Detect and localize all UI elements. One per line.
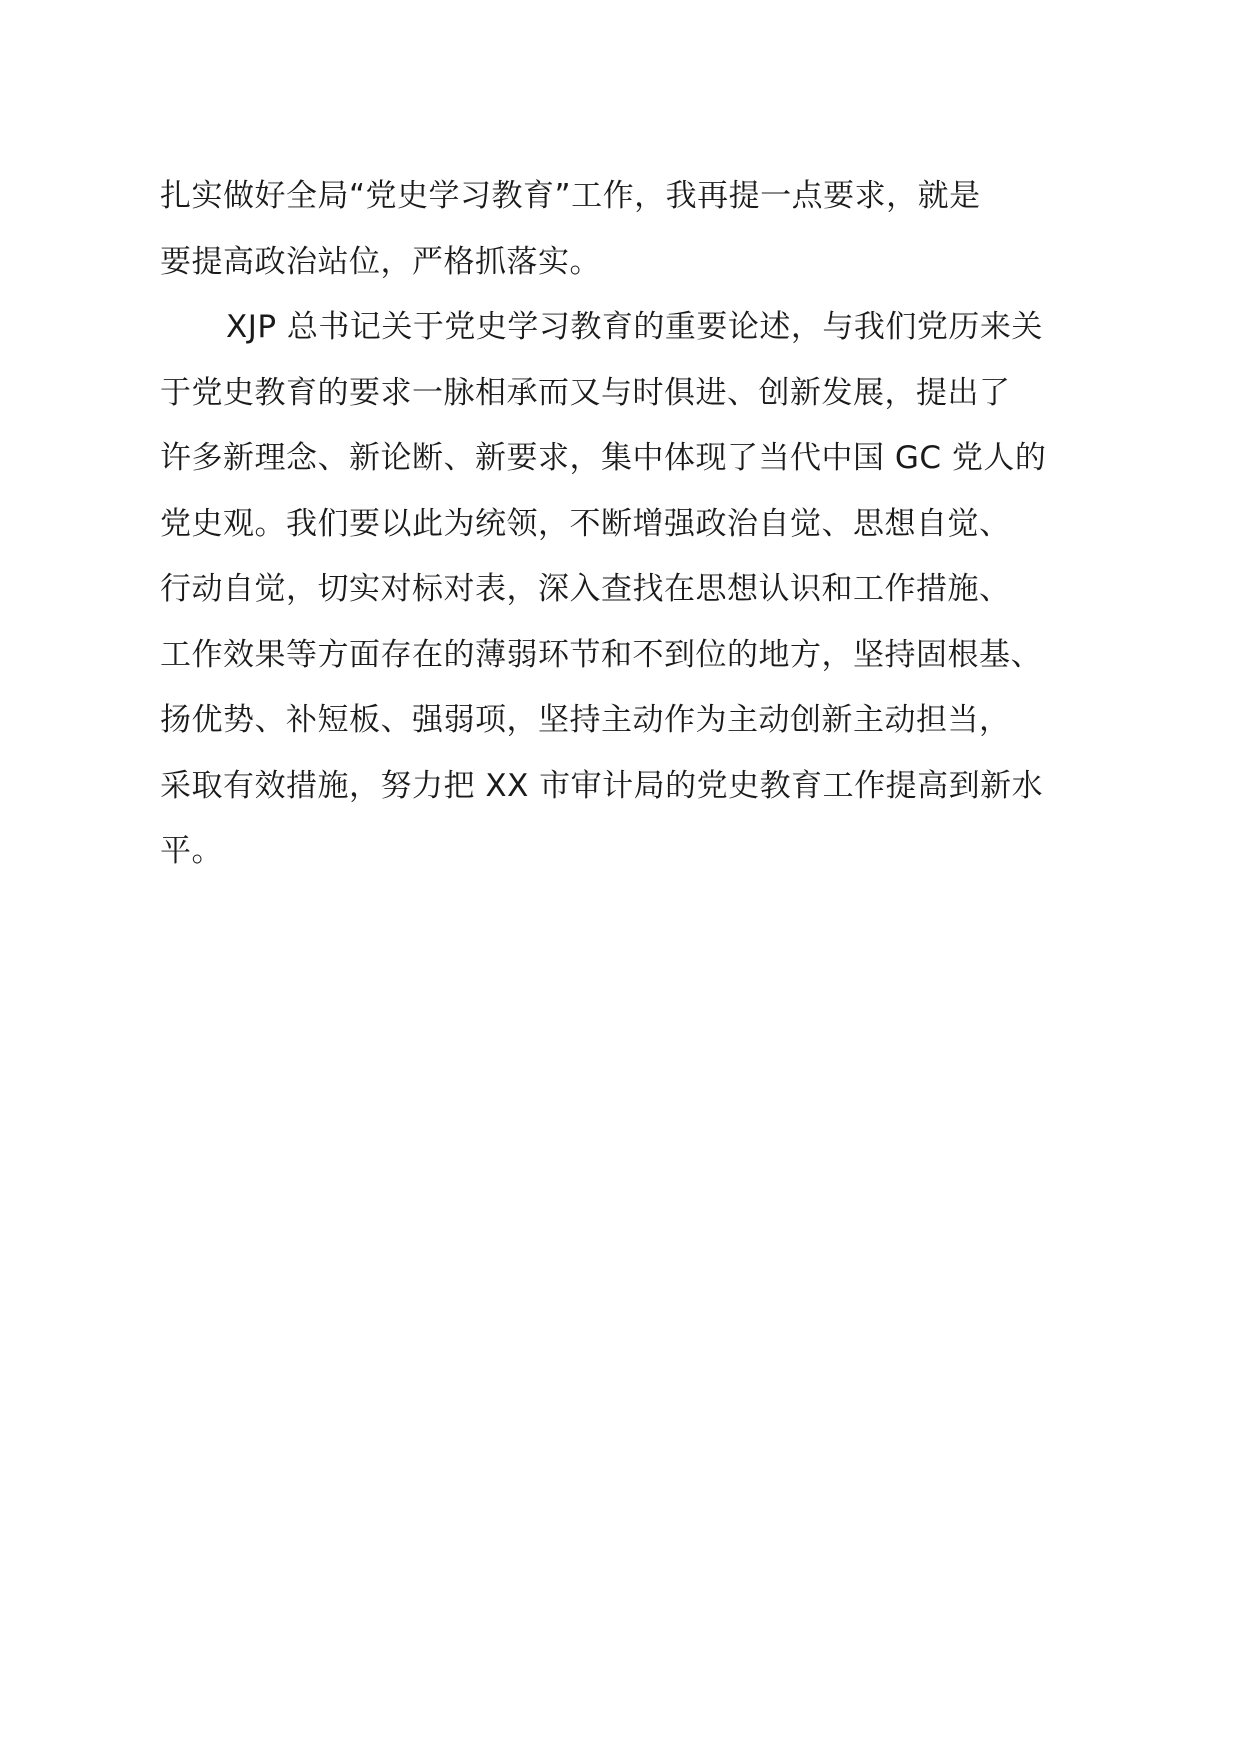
paragraph-line: 党史观。我们要以此为统领，不断增强政治自觉、思想自觉、 (160, 505, 1011, 542)
paragraph-line: 许多新理念、新论断、新要求，集中体现了当代中国 GC 党人的 (160, 440, 1047, 476)
paragraph-line: 扎实做好全局“党史学习教育”工作，我再提一点要求，就是 (160, 178, 981, 214)
paragraph-line: 采取有效措施，努力把 XX 市审计局的党史教育工作提高到新水 (160, 767, 1044, 804)
paragraph-line: 要提高政治站位，严格抓落实。 (160, 243, 601, 280)
paragraph-line: 平。 (160, 833, 223, 869)
paragraph-line: 工作效果等方面存在的薄弱环节和不到位的地方，坚持固根基、 (160, 636, 1042, 673)
document-body (160, 164, 1110, 885)
paragraph-line: 于党史教育的要求一脉相承而又与时俱进、创新发展，提出了 (160, 374, 1011, 411)
paragraph-2 (160, 295, 1110, 885)
paragraph-line: 行动自觉，切实对标对表，深入查找在思想认识和工作措施、 (160, 571, 1011, 607)
paragraph-line: 扬优势、补短板、强弱项，坚持主动作为主动创新主动担当， (160, 702, 1011, 738)
paragraph-line: XJP 总书记关于党史学习教育的重要论述，与我们党历来关 (226, 309, 1043, 345)
paragraph-1 (160, 164, 1110, 295)
